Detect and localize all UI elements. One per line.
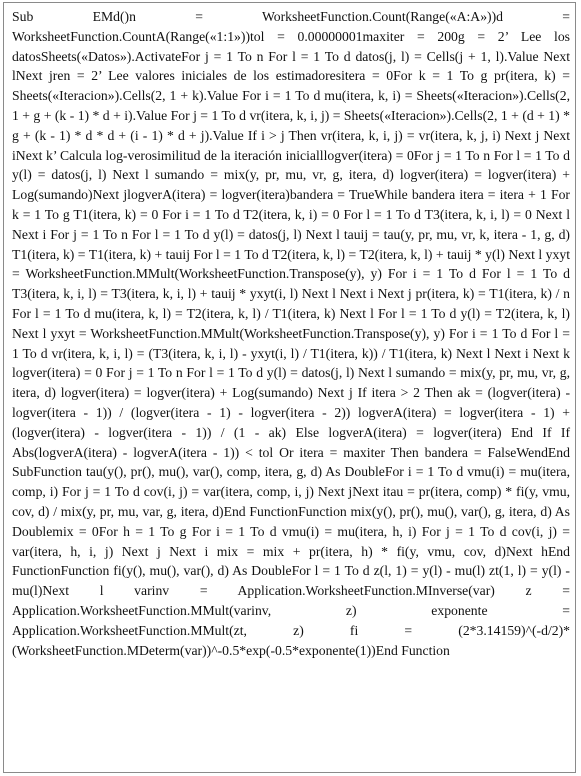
code-document-frame bbox=[3, 2, 576, 773]
vba-code-text: Sub EMd()n = WorksheetFunction.Count(Range(«A:A»))d = WorksheetFunction.CountA(Range(«1:1»))tol = 0.00000001maxiter = 200g = 2’ Lee los datosSheets(«Datos»).ActivateFor j = 1 To n For l = 1 To d datos(j, l) = Cells(j + 1, l).Value Next lNext jren = 2’ Lee valores iniciales de los estimadoresitera = 0For k = 1 To g pr(itera, k) = Sheets(«Iteracion»).Cells(2, 1 + k).Value For i = 1 To d mu(itera, k, i) = Sheets(«Iteracion»).Cells(2, 1 + g + (k - 1) * d + i).Value For j = 1 To d vr(itera, k, i, j) = Sheets(«Iteracion»).Cells(2, 1 + (d + 1) * g + (k - 1) * d * d + (i - 1) * d + j).Value If i > j Then vr(itera, k, i, j) = vr(itera, k, j, i) Next j Next iNext k’ Calcula log-verosimilitud de la iteración inicialllogver(itera) = 0For j = 1 To n For l = 1 To d y(l) = datos(j, l) Next l sumando = mix(y, pr, mu, vr, g, itera, d) logver(itera) = logver(itera) + Log(sumando)Next jlogverA(itera) = logver(itera)bandera = TrueWhile bandera itera = itera + 1 For k = 1 To g T1(itera, k) = 0 For i = 1 To d T2(itera, k, i) = 0 For l = 1 To d T3(itera, k, i, l) = 0 Next l Next i For j = 1 To n For l = 1 To d y(l) = datos(j, l) Next l tauij = tau(y, pr, mu, vr, k, itera - 1, g, d) T1(itera, k) = T1(itera, k) + tauij For l = 1 To d T2(itera, k, l) = T2(itera, k, l) + tauij * y(l) Next l yxyt = WorksheetFunction.MMult(WorksheetFunction.Transpose(y), y) For i = 1 To d For l = 1 To d T3(itera, k, i, l) = T3(itera, k, i, l) + tauij * yxyt(i, l) Next l Next i Next j pr(itera, k) = T1(itera, k) / n For l = 1 To d mu(itera, k, l) = T2(itera, k, l) / T1(itera, k) Next l For l = 1 To d y(l) = T2(itera, k, l) Next l yxyt = WorksheetFunction.MMult(WorksheetFunction.Transpose(y), y) For i = 1 To d For l = 1 To d vr(itera, k, i, l) = (T3(itera, k, i, l) - yxyt(i, l) / T1(itera, k)) / T1(itera, k) Next l Next i Next k logver(itera) = 0 For j = 1 To n For l = 1 To d y(l) = datos(j, l) Next l sumando = mix(y, pr, mu, vr, g, itera, d) logver(itera) = logver(itera) + Log(sumando) Next j If itera > 2 Then ak = (logver(itera) - logver(itera - 1)) / (logver(itera - 1) - logver(itera - 2)) logverA(itera) = logver(itera - 1) + (logver(itera) - logver(itera - 1)) / (1 - ak) Else logverA(itera) = logver(itera) End If If Abs(logverA(itera) - logverA(itera - 1)) < tol Or itera = maxiter Then bandera = FalseWendEnd SubFunction tau(y(), pr(), mu(), var(), comp, itera, g, d) As DoubleFor i = 1 To d vmu(i) = mu(itera, comp, i) For j = 1 To d cov(i, j) = var(itera, comp, i, j) Next jNext itau = pr(itera, comp) * fi(y, vmu, cov, d) / mix(y, pr, mu, var, g, itera, d)End FunctionFunction mix(y(), pr(), mu(), var(), g, itera, d) As Doublemix = 0For h = 1 To g For i = 1 To d vmu(i) = mu(itera, h, i) For j = 1 To d cov(i, j) = var(itera, h, i, j) Next j Next i mix = mix + pr(itera, h) * fi(y, vmu, cov, d)Next hEnd FunctionFunction fi(y(), mu(), var(), d) As DoubleFor l = 1 To d z(l, 1) = y(l) - mu(l) zt(1, l) = y(l) - mu(l)Next l varinv = Application.WorksheetFunction.MInverse(var) z = Application.WorksheetFunction.MMult(varinv, z) exponente = Application.WorksheetFunction.MMult(zt, z) fi = (2*3.14159)^(-d/2)*(WorksheetFunction.MDeterm(var))^-0.5*exp(-0.5*exponente(1))End Function bbox=[12, 9, 570, 658]
